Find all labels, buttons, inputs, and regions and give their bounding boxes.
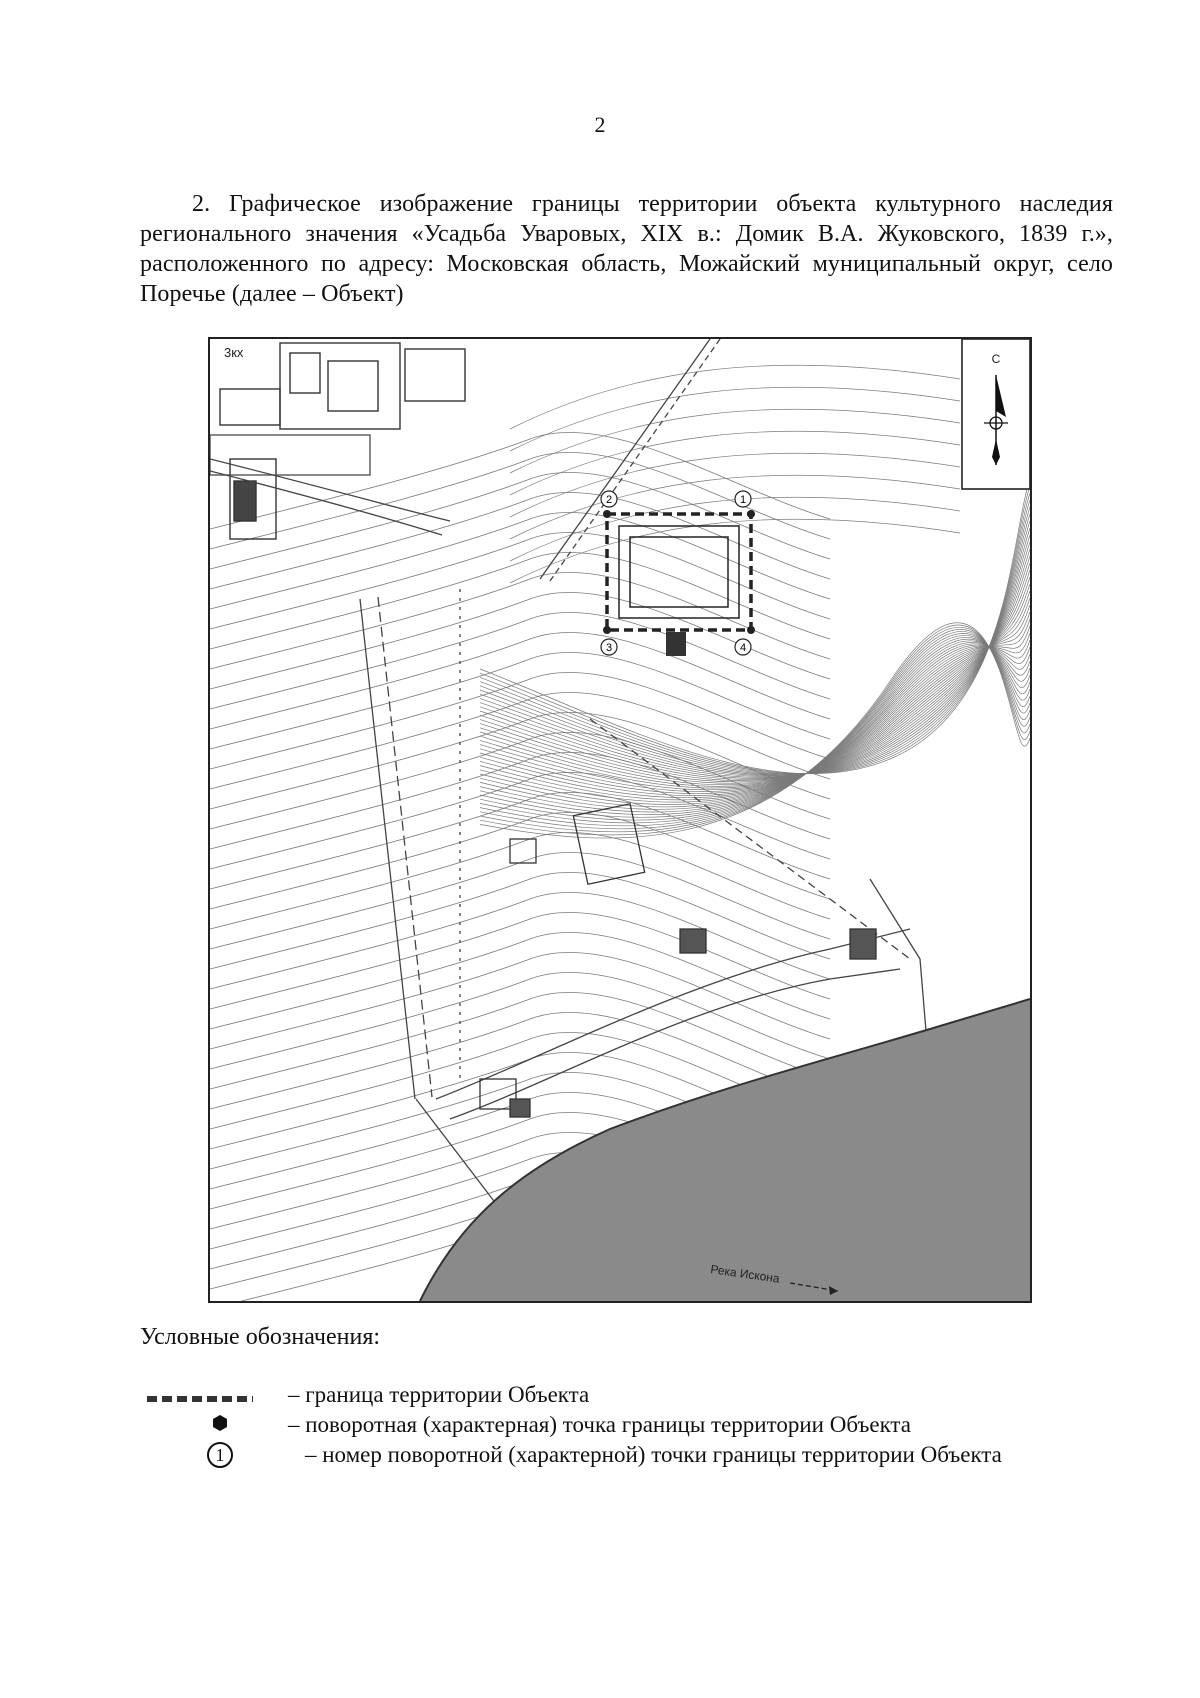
- contour-line: [210, 712, 830, 809]
- contour-line: [480, 479, 1030, 774]
- river-label: Река Искона: [709, 1262, 781, 1286]
- map-frame: [208, 337, 1032, 1303]
- contour-line: [480, 584, 1030, 785]
- contour-line: [210, 612, 830, 709]
- contour-line: [510, 387, 960, 451]
- contour-line: [480, 535, 1030, 777]
- contour-line: [510, 475, 960, 539]
- contour-line: [510, 431, 960, 495]
- contour-line: [210, 992, 830, 1089]
- point-number-4: 4: [739, 642, 747, 654]
- boundary-point: [747, 510, 755, 518]
- contour-line: [210, 832, 830, 929]
- map-corner-label: 3кх: [224, 345, 244, 360]
- contour-line: [210, 932, 830, 1029]
- contour-line: [210, 552, 830, 649]
- contour-line: [480, 521, 1030, 775]
- legend-title: Условные обозначения:: [140, 1324, 381, 1350]
- boundary-point: [747, 626, 755, 634]
- contour-line: [510, 409, 960, 473]
- contour-line: [210, 912, 830, 1009]
- legend-hexagon-point-icon: [211, 1414, 229, 1432]
- contour-line: [210, 532, 830, 629]
- contour-line: [210, 852, 830, 949]
- buildings-cluster: [210, 343, 465, 539]
- boundary-point: [603, 626, 611, 634]
- contour-line: [210, 592, 830, 689]
- contour-line: [210, 972, 830, 1069]
- river-area: [420, 999, 1030, 1301]
- legend-numbered-circle-number: 1: [215, 1445, 225, 1465]
- legend-numbered-circle-icon: [205, 1440, 235, 1470]
- contour-line: [510, 365, 960, 429]
- topographic-map: [210, 339, 1030, 1301]
- contour-line: [480, 570, 1030, 782]
- contour-line: [210, 572, 830, 669]
- page-number: 2: [594, 112, 606, 137]
- contour-line: [210, 472, 830, 569]
- point-number-2: 2: [605, 494, 613, 506]
- contour-line: [210, 872, 830, 969]
- intro-paragraph: 2. Графическое изображение границы территории объекта культурного наследия регионального значения «Усадьба Уваровых, XIX в.: Домик В.А. Жуковского, 1839 г.», расположенного по адресу: Московская область, Можайский муниципальный округ, село Поречье (далее – Объект): [140, 191, 1113, 307]
- contour-line: [480, 563, 1030, 781]
- legend-item-boundary: – граница территории Объекта: [288, 1382, 590, 1407]
- contour-line: [210, 952, 830, 1049]
- object-boundary: [607, 514, 751, 656]
- contour-line: [480, 549, 1030, 778]
- contour-line: [510, 453, 960, 517]
- contour-line: [210, 512, 830, 609]
- north-label: С: [991, 352, 1001, 366]
- boundary-point: [603, 510, 611, 518]
- north-arrow-box: [962, 339, 1030, 489]
- legend-item-point-number: – номер поворотной (характерной) точки границы территории Объекта: [305, 1442, 1002, 1467]
- contour-line: [480, 640, 1030, 800]
- point-number-3: 3: [605, 642, 613, 654]
- contour-line: [510, 497, 960, 561]
- legend-item-point: – поворотная (характерная) точка границы территории Объекта: [288, 1412, 911, 1437]
- contour-line: [480, 629, 1030, 828]
- contour-line: [510, 519, 960, 583]
- point-number-1: 1: [739, 494, 747, 506]
- contour-line: [210, 492, 830, 589]
- contour-line: [480, 612, 1030, 792]
- legend-dashed-line-symbol: [145, 1392, 255, 1406]
